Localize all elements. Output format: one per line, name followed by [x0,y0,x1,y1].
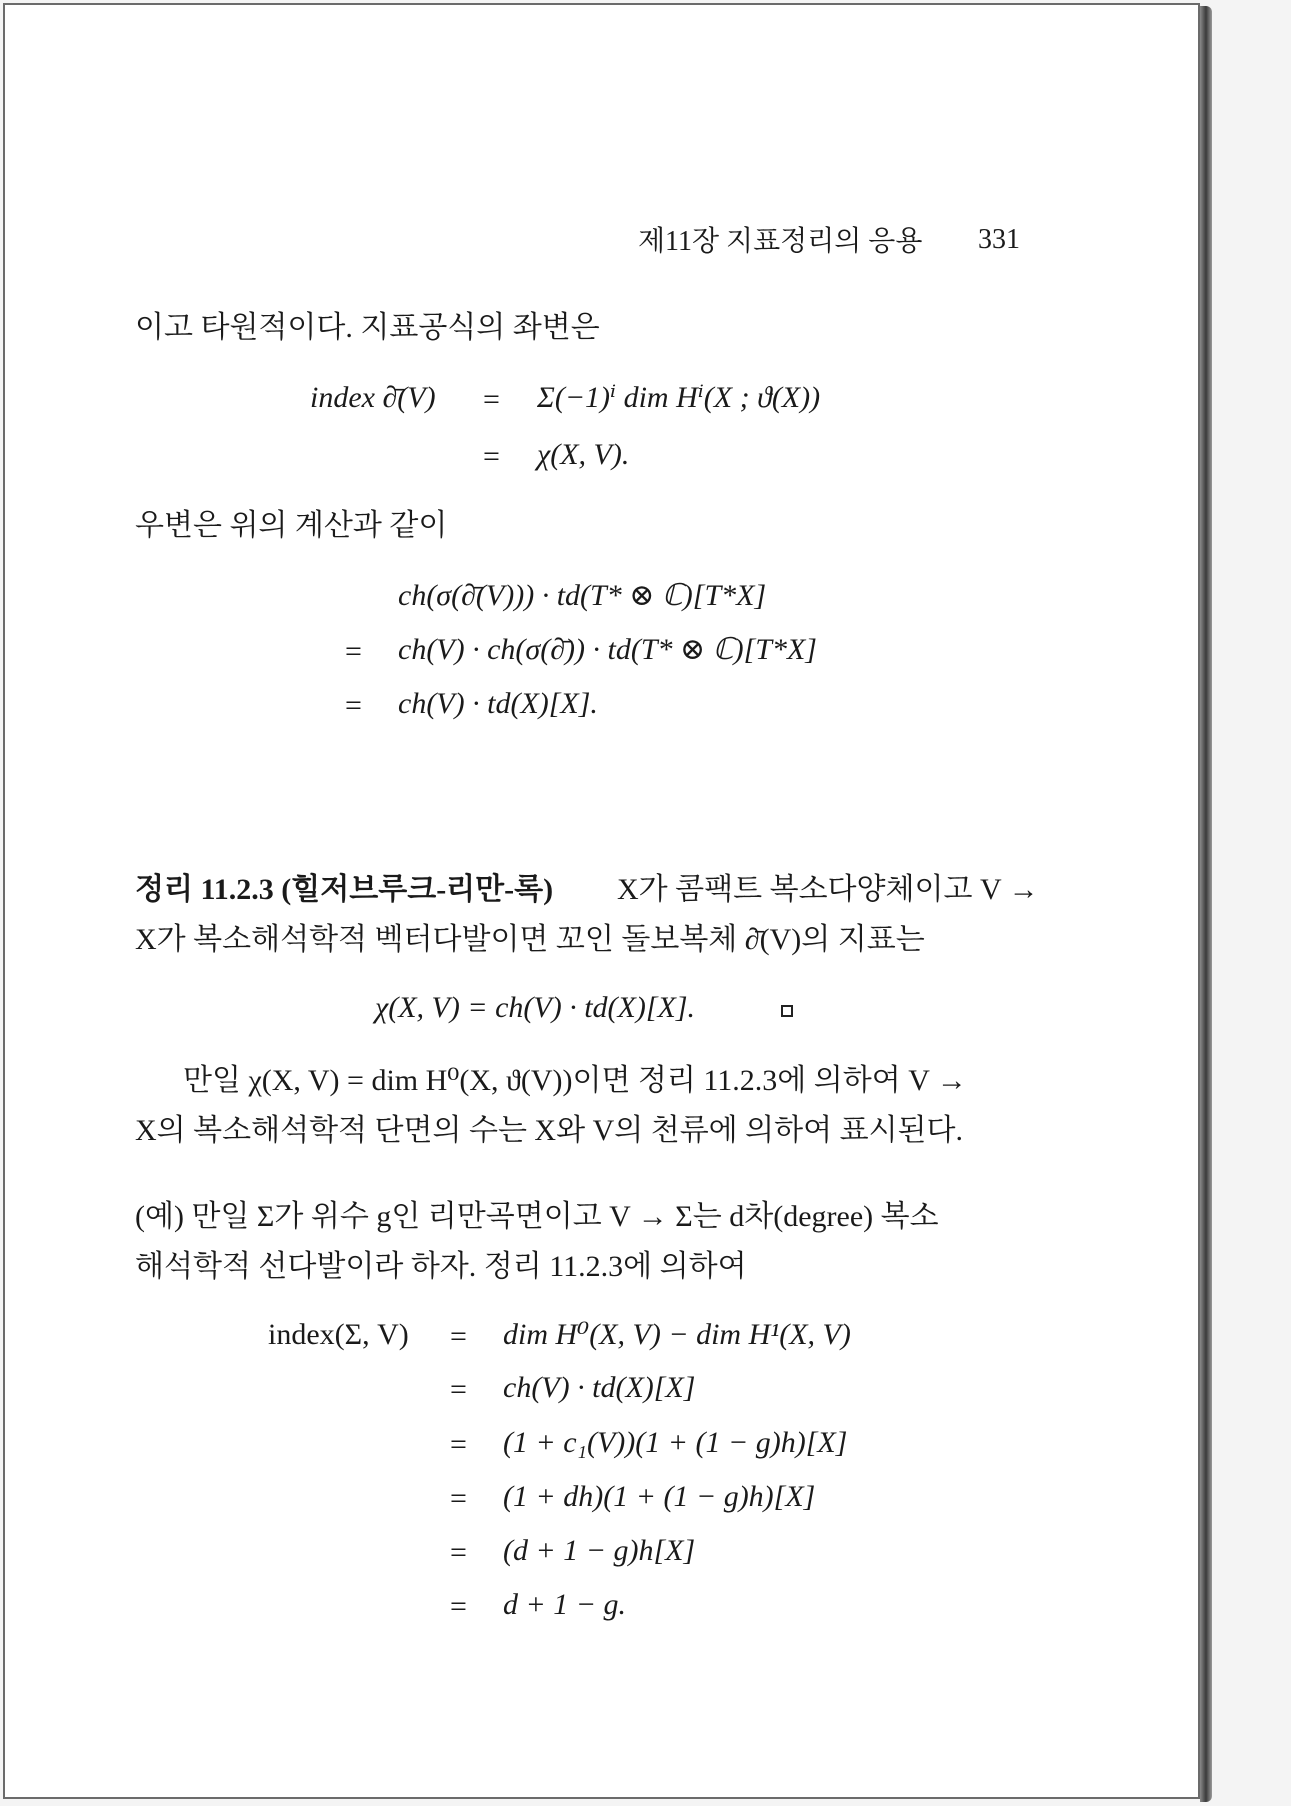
equals-sign: = [450,1373,467,1406]
equation-row: dim H⁰(X, V) − dim H¹(X, V) [503,1318,851,1351]
equation-row: ch(σ(∂̄(V))) · td(T* ⊗ ℂ)[T*X] [398,579,767,612]
equals-sign: = [345,635,362,668]
equation-row: ch(V) · ch(σ(∂̄)) · td(T* ⊗ ℂ)[T*X] [398,633,817,666]
equation-row: d + 1 − g. [503,1588,626,1621]
example-text: (예) 만일 Σ가 위수 g인 리만곡면이고 V → Σ는 d차(degree) 복소 [135,1200,939,1233]
page-edge-shadow [1200,6,1212,1802]
theorem-text: X가 콤팩트 복소다양체이고 V → [617,873,1039,906]
paragraph-text: X의 복소해석학적 단면의 수는 X와 V의 천류에 의하여 표시된다. [135,1114,964,1147]
theorem-text: X가 복소해석학적 벡터다발이면 꼬인 돌보복체 ∂̄(V)의 지표는 [135,923,925,956]
theorem-formula: χ(X, V) = ch(V) · td(X)[X]. [375,991,696,1024]
qed-box-icon [781,1005,793,1017]
theorem-label: 정리 11.2.3 (힐저브루크-리만-록) [135,873,554,906]
equals-sign: = [345,689,362,722]
equals-sign: = [483,440,500,473]
paragraph-text: 우변은 위의 계산과 같이 [135,509,448,542]
equation-row: (d + 1 − g)h[X] [503,1534,696,1567]
equation-row: (1 + dh)(1 + (1 − g)h)[X] [503,1480,816,1513]
paragraph-text: 이고 타원적이다. 지표공식의 좌변은 [135,311,600,344]
page-number: 331 [978,224,1020,255]
example-text: 해석학적 선다발이라 하자. 정리 11.2.3에 의하여 [135,1250,747,1283]
viewer-margin [1212,0,1291,1806]
equals-sign: = [450,1482,467,1515]
equation-lhs: index(Σ, V) [268,1318,409,1351]
running-header: 제11장 지표정리의 응용 [638,226,923,257]
equals-sign: = [450,1428,467,1461]
paragraph-text: 만일 χ(X, V) = dim H⁰(X, ϑ(V))이면 정리 11.2.3에 의하여 V → [183,1064,967,1097]
equation-row: (1 + c₁(V))(1 + (1 − g)h)[X] [503,1426,848,1459]
equation-row: ch(V) · td(X)[X]. [398,687,598,720]
equals-sign: = [483,383,500,416]
equation-row: ch(V) · td(X)[X] [503,1371,696,1404]
equals-sign: = [450,1536,467,1569]
equation-rhs: χ(X, V). [537,438,630,471]
equals-sign: = [450,1590,467,1623]
equals-sign: = [450,1320,467,1353]
equation-lhs: index ∂̄(V) [310,381,436,414]
equation-rhs: Σ(−1)ⁱ dim Hⁱ(X ; ϑ(X)) [537,381,821,414]
